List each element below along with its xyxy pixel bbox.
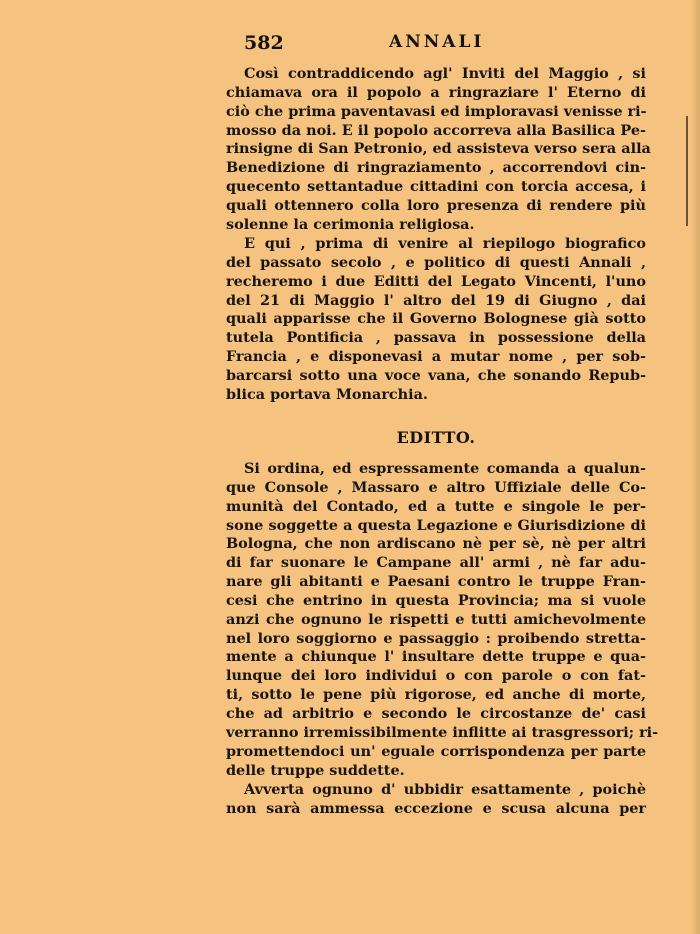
- text-line: di far suonare le Campane all' armi , nè far adu-: [226, 554, 646, 572]
- page-number: 582: [244, 32, 284, 54]
- text-line: recheremo i due Editti del Legato Vincenti, l'uno: [226, 272, 646, 290]
- text-line: lunque dei loro individui o con parole o con fat-: [226, 667, 646, 685]
- text-line: quecento settantadue cittadini con torcia accesa, i: [226, 178, 646, 196]
- text-line: barcarsi sotto una voce vana, che sonando Repub-: [226, 366, 646, 384]
- text-line: che ad arbitrio e secondo le circostanze de' casi: [226, 704, 646, 722]
- text-line: que Console , Massaro e altro Uffiziale delle Co-: [226, 478, 646, 496]
- running-title: ANNALI: [389, 32, 485, 52]
- text-line: nel loro soggiorno e passaggio : proibendo stretta-: [226, 629, 646, 647]
- text-line: del passato secolo , e politico di questi Annali ,: [226, 253, 646, 271]
- text-line: ciò che prima paventavasi ed imploravasi venisse ri-: [226, 102, 647, 120]
- text-line: mente a chiunque l' insultare dette truppe e qua-: [226, 648, 646, 666]
- text-line: E qui , prima di venire al riepilogo biografico: [244, 235, 646, 252]
- text-line: del 21 di Maggio l' altro del 19 di Giugno , dai: [226, 291, 646, 309]
- edict-paragraph-1: [226, 460, 659, 780]
- text-line: Francia , e disponevasi a mutar nome , per sob-: [226, 348, 646, 366]
- text-line: solenne la cerimonia religiosa.: [226, 215, 475, 233]
- page-shadow: [690, 0, 700, 934]
- text-line: Benedizione di ringraziamento , accorrendovi cin-: [226, 159, 646, 177]
- text-line: blica portava Monarchia.: [226, 385, 428, 403]
- text-line: tutela Pontificia , passava in possessione della: [226, 329, 646, 347]
- text-line: cesi che entrino in questa Provincia; ma si vuole: [226, 591, 646, 609]
- text-line: promettendoci un' eguale corrispondenza per parte: [226, 742, 646, 760]
- text-line: chiamava ora il popolo a ringraziare l' Eterno di: [226, 83, 646, 101]
- text-line: sone soggette a questa Legazione e Giurisdizione di: [226, 516, 646, 534]
- text-line: nare gli abitanti e Paesani contro le truppe Fran-: [226, 573, 646, 591]
- text-line: anzi che ognuno le rispetti e tutti amichevolmente: [226, 610, 646, 628]
- text-line: non sarà ammessa eccezione e scusa alcuna per: [226, 799, 646, 817]
- text-line: rinsigne di San Petronio, ed assisteva verso sera alla: [226, 140, 651, 158]
- paragraph-2: [226, 235, 646, 405]
- text-line: delle truppe suddette.: [226, 761, 405, 779]
- text-line: munità del Contado, ed a tutte e singole le per-: [226, 497, 646, 515]
- page-header: [226, 32, 646, 56]
- text-line: Avverta ognuno d' ubbidir esattamente , poichè: [244, 781, 646, 798]
- text-line: ti, sotto le pene più rigorose, ed anche di morte,: [226, 686, 646, 704]
- text-line: Si ordina, ed espressamente comanda a qualun-: [244, 460, 646, 477]
- text-line: Bologna, che non ardiscano nè per sè, nè per altri: [226, 535, 646, 553]
- page-edge-mark: [686, 116, 688, 226]
- section-title: EDITTO.: [396, 428, 476, 447]
- text-line: Così contraddicendo agl' Inviti del Maggio , si: [244, 65, 646, 82]
- text-line: quali apparisse che il Governo Bolognese già sotto: [226, 310, 646, 328]
- text-line: verranno irremissibilmente inflitte ai trasgressori; ri-: [226, 723, 659, 741]
- edict-paragraph-2: [226, 781, 646, 819]
- text-line: quali ottennero colla loro presenza di rendere più: [226, 196, 646, 214]
- text-line: mosso da noi. E il popolo accorreva alla Basilica Pe-: [226, 121, 646, 139]
- paragraph-1: [226, 65, 651, 235]
